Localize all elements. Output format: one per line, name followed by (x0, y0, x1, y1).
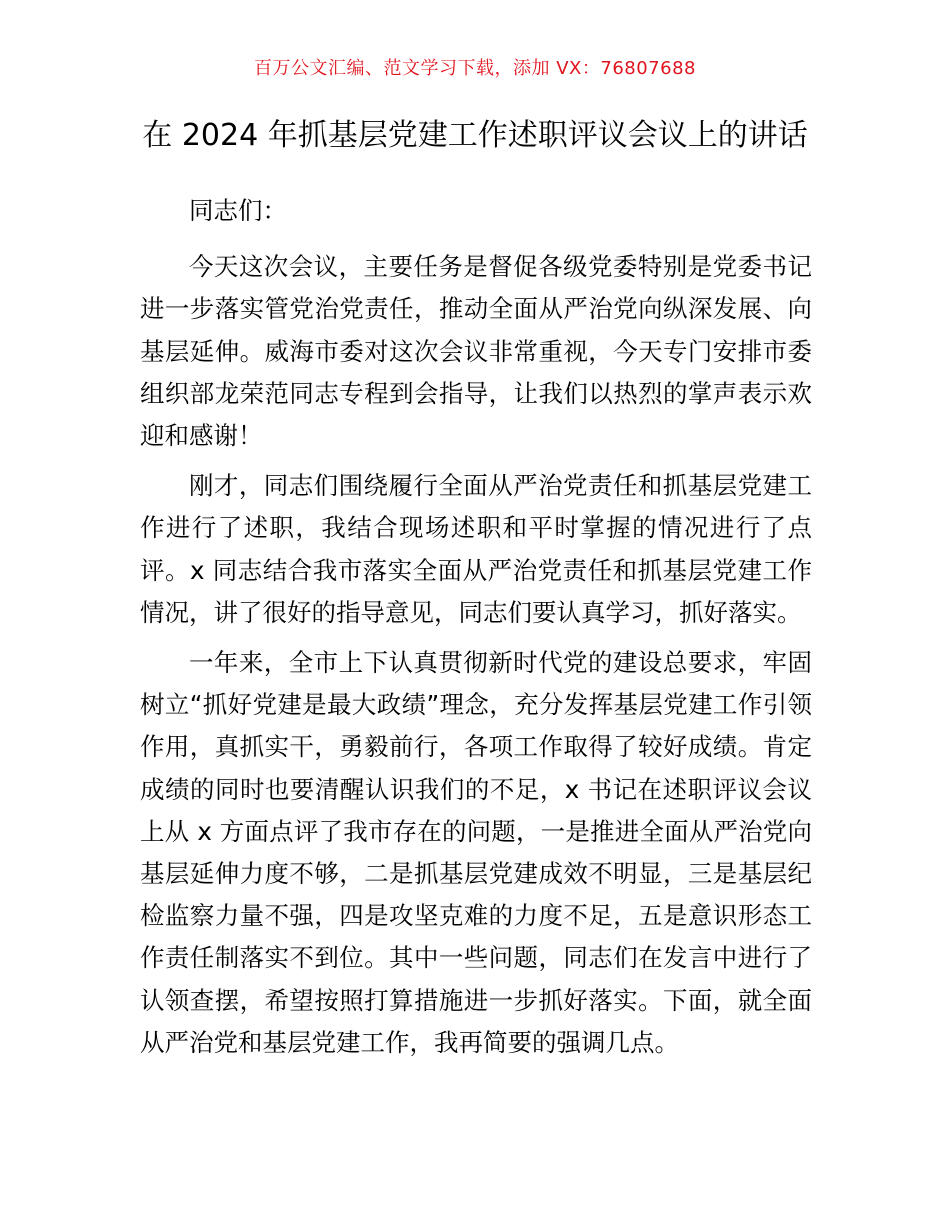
document-title: 在 2024 年抓基层党建工作述职评议会议上的讲话 (142, 118, 808, 153)
greeting: 同志们： (189, 196, 287, 225)
paragraph-2: 刚才，同志们围绕履行全面从严治党责任和抓基层党建工作进行了述职，我结合现场述职和平时掌握的情况进行了点评。x 同志结合我市落实全面从严治党责任和抓基层党建工作情况，讲了很好的指导意见，同志们要认真学习，抓好落实。 (140, 471, 812, 627)
paragraph-3: 一年来，全市上下认真贯彻新时代党的建设总要求，牢固树立“抓好党建是最大政绩”理念，充分发挥基层党建工作引领作用，真抓实干，勇毅前行，各项工作取得了较好成绩。肯定成绩的同时也要清醒认识我们的不足，x 书记在述职评议会议上从 x 方面点评了我市存在的问题，一是推进全面从严治党向基层延伸力度不够，二是抓基层党建成效不明显，三是基层纪检监察力量不强，四是攻坚克难的力度不足，五是意识形态工作责任制落实不到位。其中一些问题，同志们在发言中进行了认领查摆，希望按照打算措施进一步抓好落实。下面，就全面从严治党和基层党建工作，我再简要的强调几点。 (140, 648, 812, 1057)
document-body (140, 190, 812, 1072)
paragraph-1: 今天这次会议，主要任务是督促各级党委特别是党委书记进一步落实管党治党责任，推动全面从严治党向纵深发展、向基层延伸。威海市委对这次会议非常重视，今天专门安排市委组织部龙荣范同志专程到会指导，让我们以热烈的掌声表示欢迎和感谢！ (140, 252, 812, 451)
watermark-text: 百万公文汇编、范文学习下载，添加 VX：76807688 (254, 58, 696, 79)
